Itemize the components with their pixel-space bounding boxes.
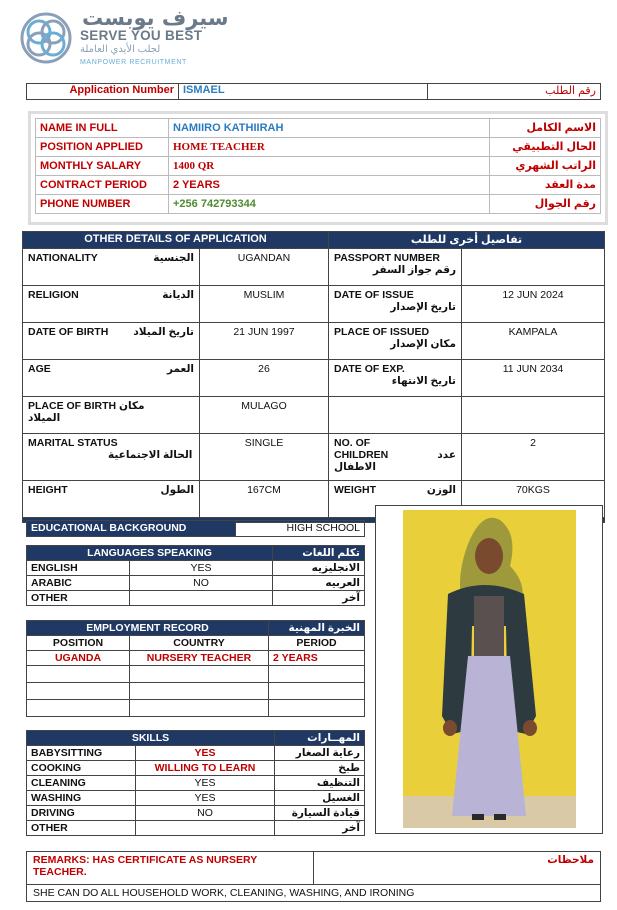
place-birth-label: PLACE OF BIRTH — [28, 400, 117, 412]
children-label-2: CHILDREN — [334, 449, 389, 461]
passport-value — [462, 249, 605, 286]
applicant-photo-frame — [375, 505, 603, 834]
language-row — [27, 561, 365, 576]
language-value: NO — [130, 576, 273, 591]
employment-header: POSITION — [27, 636, 130, 651]
language-label-ar: آخر — [273, 591, 365, 606]
skill-label-ar: قيادة السيارة — [275, 806, 365, 821]
employment-cell: UGANDA — [27, 651, 130, 666]
language-label-ar: الانجليزيه — [273, 561, 365, 576]
other-details-table — [22, 231, 605, 523]
remarks-table — [26, 851, 601, 902]
employment-row — [27, 666, 365, 683]
language-label: ARABIC — [27, 576, 130, 591]
passport-label-ar: رقم جواز السفر — [372, 264, 456, 276]
place-birth-value: MULAGO — [200, 397, 329, 434]
dob-value: 21 JUN 1997 — [200, 323, 329, 360]
dob-label: DATE OF BIRTH — [28, 326, 109, 338]
skill-label-ar: التنظيف — [275, 776, 365, 791]
skill-label-ar: الغسيل — [275, 791, 365, 806]
skills-title: SKILLS — [27, 731, 275, 746]
personal-info-table — [35, 118, 601, 214]
other-details-row — [23, 323, 605, 360]
date-of-issue-value: 12 JUN 2024 — [462, 286, 605, 323]
logo-arabic-text: سيرف يوبست — [82, 6, 229, 30]
education-label: EDUCATIONAL BACKGROUND — [27, 521, 236, 537]
personal-row — [36, 176, 601, 195]
language-value — [130, 591, 273, 606]
skill-label: DRIVING — [27, 806, 136, 821]
language-label: ENGLISH — [27, 561, 130, 576]
employment-header: COUNTRY — [130, 636, 269, 651]
skill-value: YES — [136, 776, 275, 791]
other-details-row — [23, 249, 605, 286]
employment-header-row — [27, 636, 365, 651]
personal-label-ar: مدة العقد — [490, 176, 601, 195]
employment-row — [27, 651, 365, 666]
height-label: HEIGHT — [28, 484, 68, 496]
personal-label-ar: الاسم الكامل — [490, 119, 601, 138]
personal-label: MONTHLY SALARY — [36, 157, 169, 176]
place-birth-label-ar-1: مكان — [119, 400, 145, 412]
languages-title: LANGUAGES SPEAKING — [27, 546, 273, 561]
empty-cell — [462, 397, 605, 434]
children-label-1: NO. OF — [334, 437, 371, 449]
skill-label: BABYSITTING — [27, 746, 136, 761]
skill-row — [27, 776, 365, 791]
logo-subtitle-english: MANPOWER RECRUITMENT — [80, 59, 187, 66]
company-logo-icon — [20, 12, 72, 64]
application-number-value: ISMAEL — [179, 84, 428, 100]
religion-value: MUSLIM — [200, 286, 329, 323]
personal-row — [36, 138, 601, 157]
height-value: 167CM — [200, 481, 329, 518]
employment-cell: 2 YEARS — [269, 651, 365, 666]
employment-row — [27, 700, 365, 717]
language-row — [27, 591, 365, 606]
skill-label-ar: رعاية الصغار — [275, 746, 365, 761]
weight-label: WEIGHT — [334, 484, 376, 496]
empty-cell — [329, 397, 462, 434]
marital-label: MARITAL STATUS — [28, 437, 118, 449]
personal-value: NAMIIRO KATHIIRAH — [169, 119, 490, 138]
skill-value: WILLING TO LEARN — [136, 761, 275, 776]
employment-table — [26, 620, 365, 717]
age-value: 26 — [200, 360, 329, 397]
logo-english-text: SERVE YOU BEST — [80, 28, 203, 43]
languages-title-ar: تكلم اللغات — [273, 546, 365, 561]
skill-label: WASHING — [27, 791, 136, 806]
employment-cell: NURSERY TEACHER — [130, 651, 269, 666]
skill-label: OTHER — [27, 821, 136, 836]
age-label: AGE — [28, 363, 51, 375]
nationality-label: NATIONALITY — [28, 252, 98, 264]
personal-label: PHONE NUMBER — [36, 195, 169, 214]
date-exp-value: 11 JUN 2034 — [462, 360, 605, 397]
application-number-label-ar: رقم الطلب — [428, 84, 601, 100]
logo-subtitle-arabic: لجلب الأيدي العاملة — [80, 44, 161, 55]
personal-value: 1400 QR — [169, 157, 490, 176]
languages-table — [26, 545, 365, 606]
skill-value: YES — [136, 791, 275, 806]
place-issued-label-ar: مكان الإصدار — [390, 338, 456, 350]
date-exp-label-ar: تاريخ الانتهاء — [391, 375, 456, 387]
skill-value — [136, 821, 275, 836]
personal-label-ar: الراتب الشهري — [490, 157, 601, 176]
marital-value: SINGLE — [200, 434, 329, 481]
marital-label-ar: الحالة الاجتماعية — [108, 449, 193, 461]
personal-label-ar: رقم الجوال — [490, 195, 601, 214]
skill-row — [27, 806, 365, 821]
skill-row — [27, 821, 365, 836]
other-details-row — [23, 434, 605, 481]
personal-value: +256 742793344 — [169, 195, 490, 214]
personal-label: CONTRACT PERIOD — [36, 176, 169, 195]
skills-table — [26, 730, 365, 836]
personal-value: HOME TEACHER — [169, 138, 490, 157]
date-exp-label: DATE OF EXP. — [334, 363, 405, 375]
skill-label: COOKING — [27, 761, 136, 776]
passport-label: PASSPORT NUMBER — [334, 252, 440, 264]
language-label: OTHER — [27, 591, 130, 606]
place-issued-value: KAMPALA — [462, 323, 605, 360]
remarks-note: SHE CAN DO ALL HOUSEHOLD WORK, CLEANING, WASHING, AND IRONING — [27, 885, 601, 902]
other-details-title: OTHER DETAILS OF APPLICATION — [23, 232, 329, 249]
children-label-ar-1: عدد — [437, 449, 456, 461]
age-label-ar: العمر — [166, 363, 194, 375]
skill-value: NO — [136, 806, 275, 821]
applicant-photo — [376, 506, 602, 833]
other-details-header — [23, 232, 605, 249]
place-birth-label-ar-2: الميلاد — [28, 412, 61, 424]
date-of-issue-label-ar: تاريخ الإصدار — [390, 301, 456, 313]
skill-label: CLEANING — [27, 776, 136, 791]
skills-title-ar: المهــارات — [275, 731, 365, 746]
application-number-row — [26, 83, 601, 100]
remarks-label-ar: ملاحظات — [314, 852, 601, 885]
personal-label: NAME IN FULL — [36, 119, 169, 138]
personal-label: POSITION APPLIED — [36, 138, 169, 157]
personal-row — [36, 119, 601, 138]
skill-label-ar: آخر — [275, 821, 365, 836]
other-details-row — [23, 360, 605, 397]
other-details-title-ar: تفاصيل أخرى للطلب — [329, 232, 605, 249]
date-of-issue-label: DATE OF ISSUE — [334, 289, 414, 301]
language-label-ar: العربيه — [273, 576, 365, 591]
employment-title: EMPLOYMENT RECORD — [27, 621, 269, 636]
weight-label-ar: الوزن — [426, 484, 456, 496]
nationality-value: UGANDAN — [200, 249, 329, 286]
employment-title-ar: الخبرة المهنية — [269, 621, 365, 636]
employment-header: PERIOD — [269, 636, 365, 651]
skill-label-ar: طبخ — [275, 761, 365, 776]
skill-row — [27, 791, 365, 806]
education-table — [26, 520, 365, 537]
height-label-ar: الطول — [160, 484, 194, 496]
place-issued-label: PLACE OF ISSUED — [334, 326, 430, 338]
dob-label-ar: تاريخ الميلاد — [133, 326, 194, 338]
employment-row — [27, 683, 365, 700]
skill-value: YES — [136, 746, 275, 761]
other-details-row — [23, 397, 605, 434]
remarks-label: REMARKS: HAS CERTIFICATE AS NURSERY TEACHER. — [27, 852, 314, 885]
personal-value: 2 YEARS — [169, 176, 490, 195]
personal-label-ar: الحال التطبيقي — [490, 138, 601, 157]
children-value: 2 — [462, 434, 605, 481]
other-details-row — [23, 286, 605, 323]
nationality-label-ar: الجنسية — [153, 252, 194, 264]
personal-row — [36, 157, 601, 176]
personal-info-box — [28, 111, 608, 225]
personal-row — [36, 195, 601, 214]
application-number-label: Application Number — [27, 84, 179, 100]
religion-label: RELIGION — [28, 289, 79, 301]
language-value: YES — [130, 561, 273, 576]
skill-row — [27, 746, 365, 761]
children-label-ar-2: الاطفال — [334, 461, 376, 473]
weight-value: 70KGS — [462, 481, 605, 518]
skill-row — [27, 761, 365, 776]
religion-label-ar: الديانة — [162, 289, 194, 301]
education-value: HIGH SCHOOL — [236, 521, 365, 537]
language-row — [27, 576, 365, 591]
